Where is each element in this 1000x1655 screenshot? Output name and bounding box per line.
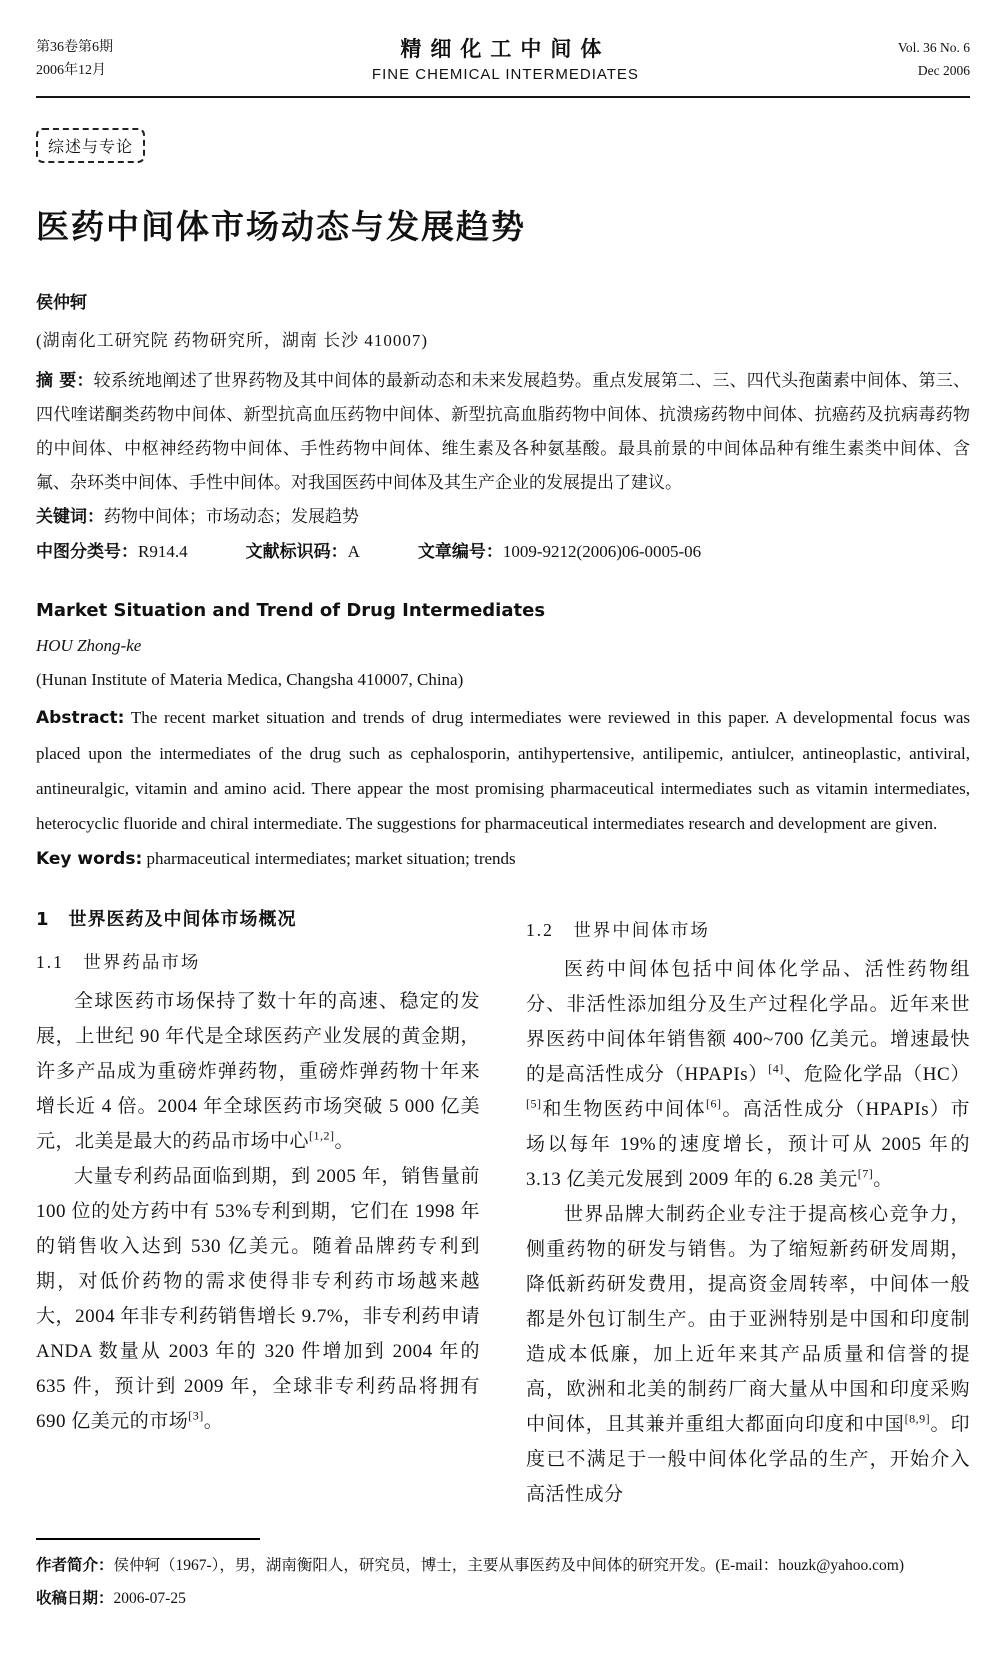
- journal-issue-info-en: [898, 36, 970, 82]
- column-category-badge: 综述与专论: [36, 128, 145, 163]
- left-column: [36, 905, 480, 1512]
- journal-issue-info-cn: [36, 36, 113, 82]
- footnote-block: [36, 1538, 970, 1615]
- section-1-heading: 1 世界医药及中间体市场概况: [36, 909, 297, 930]
- journal-title-cn: 精细化工中间体: [400, 37, 611, 61]
- article-title-cn: 医药中间体市场动态与发展趋势: [36, 207, 526, 246]
- body-paragraph: 世界品牌大制药企业专注于提高核心竞争力，侧重药物的研发与销售。为了缩短新药研发周期，降低新药研发费用，提高资金周转率，中间体一般都是外包订制生产。由于亚洲特别是中国和印度制造成本低廉，加上近年来其产品质量和信誉的提高，欧洲和北美的制药厂商大量从中国和印度采购中间体，且其兼并重组大都面向印度和中国[8,9]。印度已不满足于一般中间体化学品的生产，开始介入高活性成分: [526, 1204, 970, 1505]
- keywords-label-en: Key words:: [36, 849, 143, 869]
- abstract-text-cn: 较系统地阐述了世界药物及其中间体的最新动态和未来发展趋势。重点发展第二、三、四代头孢菌素中间体、第三、四代喹诺酮类药物中间体、新型抗高血压药物中间体、新型抗高血脂药物中间体、抗溃疡药物中间体、抗癌药及抗病毒药物的中间体、中枢神经药物中间体、手性药物中间体、维生素及各种氨基酸。最具前景的中间体品种有维生素类中间体、含氟、杂环类中间体、手性中间体。对我国医药中间体及其生产企业的发展提出了建议。: [36, 371, 971, 492]
- article-title-en: Market Situation and Trend of Drug Intermediates: [36, 600, 546, 621]
- classification-line: [36, 534, 970, 570]
- abstract-cn: [36, 364, 970, 500]
- abstract-label-cn: 摘 要：: [36, 371, 94, 391]
- keywords-text-en: pharmaceutical intermediates; market situation; trends: [146, 849, 516, 868]
- article-id: 文章编号：1009-9212(2006)06-0005-06: [417, 542, 702, 562]
- volume-issue-en: Vol. 36 No. 6: [897, 40, 970, 55]
- body-paragraph: 医药中间体包括中间体化学品、活性药物组分、非活性添加组分及生产过程化学品。近年来世界医药中间体年销售额 400~700 亿美元。增速最快的是高活性成分（HPAPIs）[4]、危险化学品（HC）[5]和生物医药中间体[6]。高活性成分（HPAPIs）市场以每年 19%的速度增长，预计可从 2005 年的 3.13 亿美元发展到 2009 年的 6.28 美元[7]。: [526, 959, 970, 1190]
- author-affiliation-en: (Hunan Institute of Materia Medica, Changsha 410007, China): [36, 670, 464, 689]
- author-bio-line: [36, 1549, 970, 1582]
- header-rule: [36, 96, 970, 98]
- article-body-columns: [36, 905, 970, 1512]
- journal-title-block: [113, 36, 898, 83]
- date-en: Dec 2006: [917, 63, 970, 78]
- keywords-cn: [36, 500, 970, 534]
- date-cn: 2006年12月: [36, 63, 106, 78]
- journal-title-en: FINE CHEMICAL INTERMEDIATES: [371, 66, 639, 83]
- abstract-en: [36, 700, 970, 841]
- volume-issue-cn: 第36卷第6期: [36, 40, 113, 55]
- received-date-label: 收稿日期：: [36, 1589, 114, 1607]
- footnote-rule: [36, 1538, 260, 1540]
- body-paragraph: 大量专利药品面临到期，到 2005 年，销售量前 100 位的处方药中有 53%专利到期，它们在 1998 年的销售收入达到 530 亿美元。随着品牌药专利到期，对低价药物的需求使得非专利药市场越来越大，2004 年非专利药销售增长 9.7%，非专利药申请 ANDA 数量从 2003 年的 320 件增加到 2004 年的 635 件，预计到 2009 年，全球非专利药品将拥有 690 亿美元的市场[3]。: [36, 1166, 480, 1432]
- right-column: [526, 905, 970, 1512]
- keywords-label-cn: 关键词：: [36, 507, 104, 527]
- keywords-text-cn: 药物中间体；市场动态；发展趋势: [104, 507, 359, 526]
- received-date-line: [36, 1582, 970, 1615]
- section-1-2-heading: 1.2 世界中间体市场: [526, 920, 710, 940]
- section-1-1-heading: 1.1 世界药品市场: [36, 952, 201, 972]
- keywords-en: [36, 841, 970, 877]
- received-date-value: 2006-07-25: [113, 1590, 186, 1607]
- abstract-text-en: The recent market situation and trends of drug intermediates were reviewed in this paper. A developmental focus was placed upon the intermediates of the drug such as cephalosporin, antihypertensive, antilipemic, antiulcer, antineoplastic, antiviral, antineuralgic, vitamin and amino acid. There appear the most promising pharmaceutical intermediates such as vitamin intermediates, heterocyclic fluoride and chiral intermediate. The suggestions for pharmaceutical intermediates research and development are given.: [36, 708, 970, 833]
- author-name-en: HOU Zhong-ke: [36, 636, 142, 655]
- author-name-cn: 侯仲轲: [36, 293, 87, 313]
- body-paragraph: 全球医药市场保持了数十年的高速、稳定的发展，上世纪 90 年代是全球医药产业发展的黄金期，许多产品成为重磅炸弹药物，重磅炸弹药物十年来增长近 4 倍。2004 年全球医药市场突破 5 000 亿美元，北美是最大的药品市场中心[1,2]。: [36, 991, 480, 1152]
- journal-header: [36, 36, 970, 83]
- abstract-label-en: Abstract:: [36, 708, 125, 728]
- document-code: 文献标识码：A: [245, 542, 360, 562]
- author-bio-text: 侯仲轲（1967-），男，湖南衡阳人，研究员，博士，主要从事医药及中间体的研究开发。(E-mail：houzk@yahoo.com): [113, 1557, 905, 1574]
- author-affiliation-cn: (湖南化工研究院 药物研究所，湖南 长沙 410007): [36, 331, 429, 350]
- clc-number: 中图分类号：R914.4: [36, 542, 188, 562]
- english-meta-block: [36, 600, 970, 877]
- author-bio-label: 作者简介：: [36, 1556, 114, 1574]
